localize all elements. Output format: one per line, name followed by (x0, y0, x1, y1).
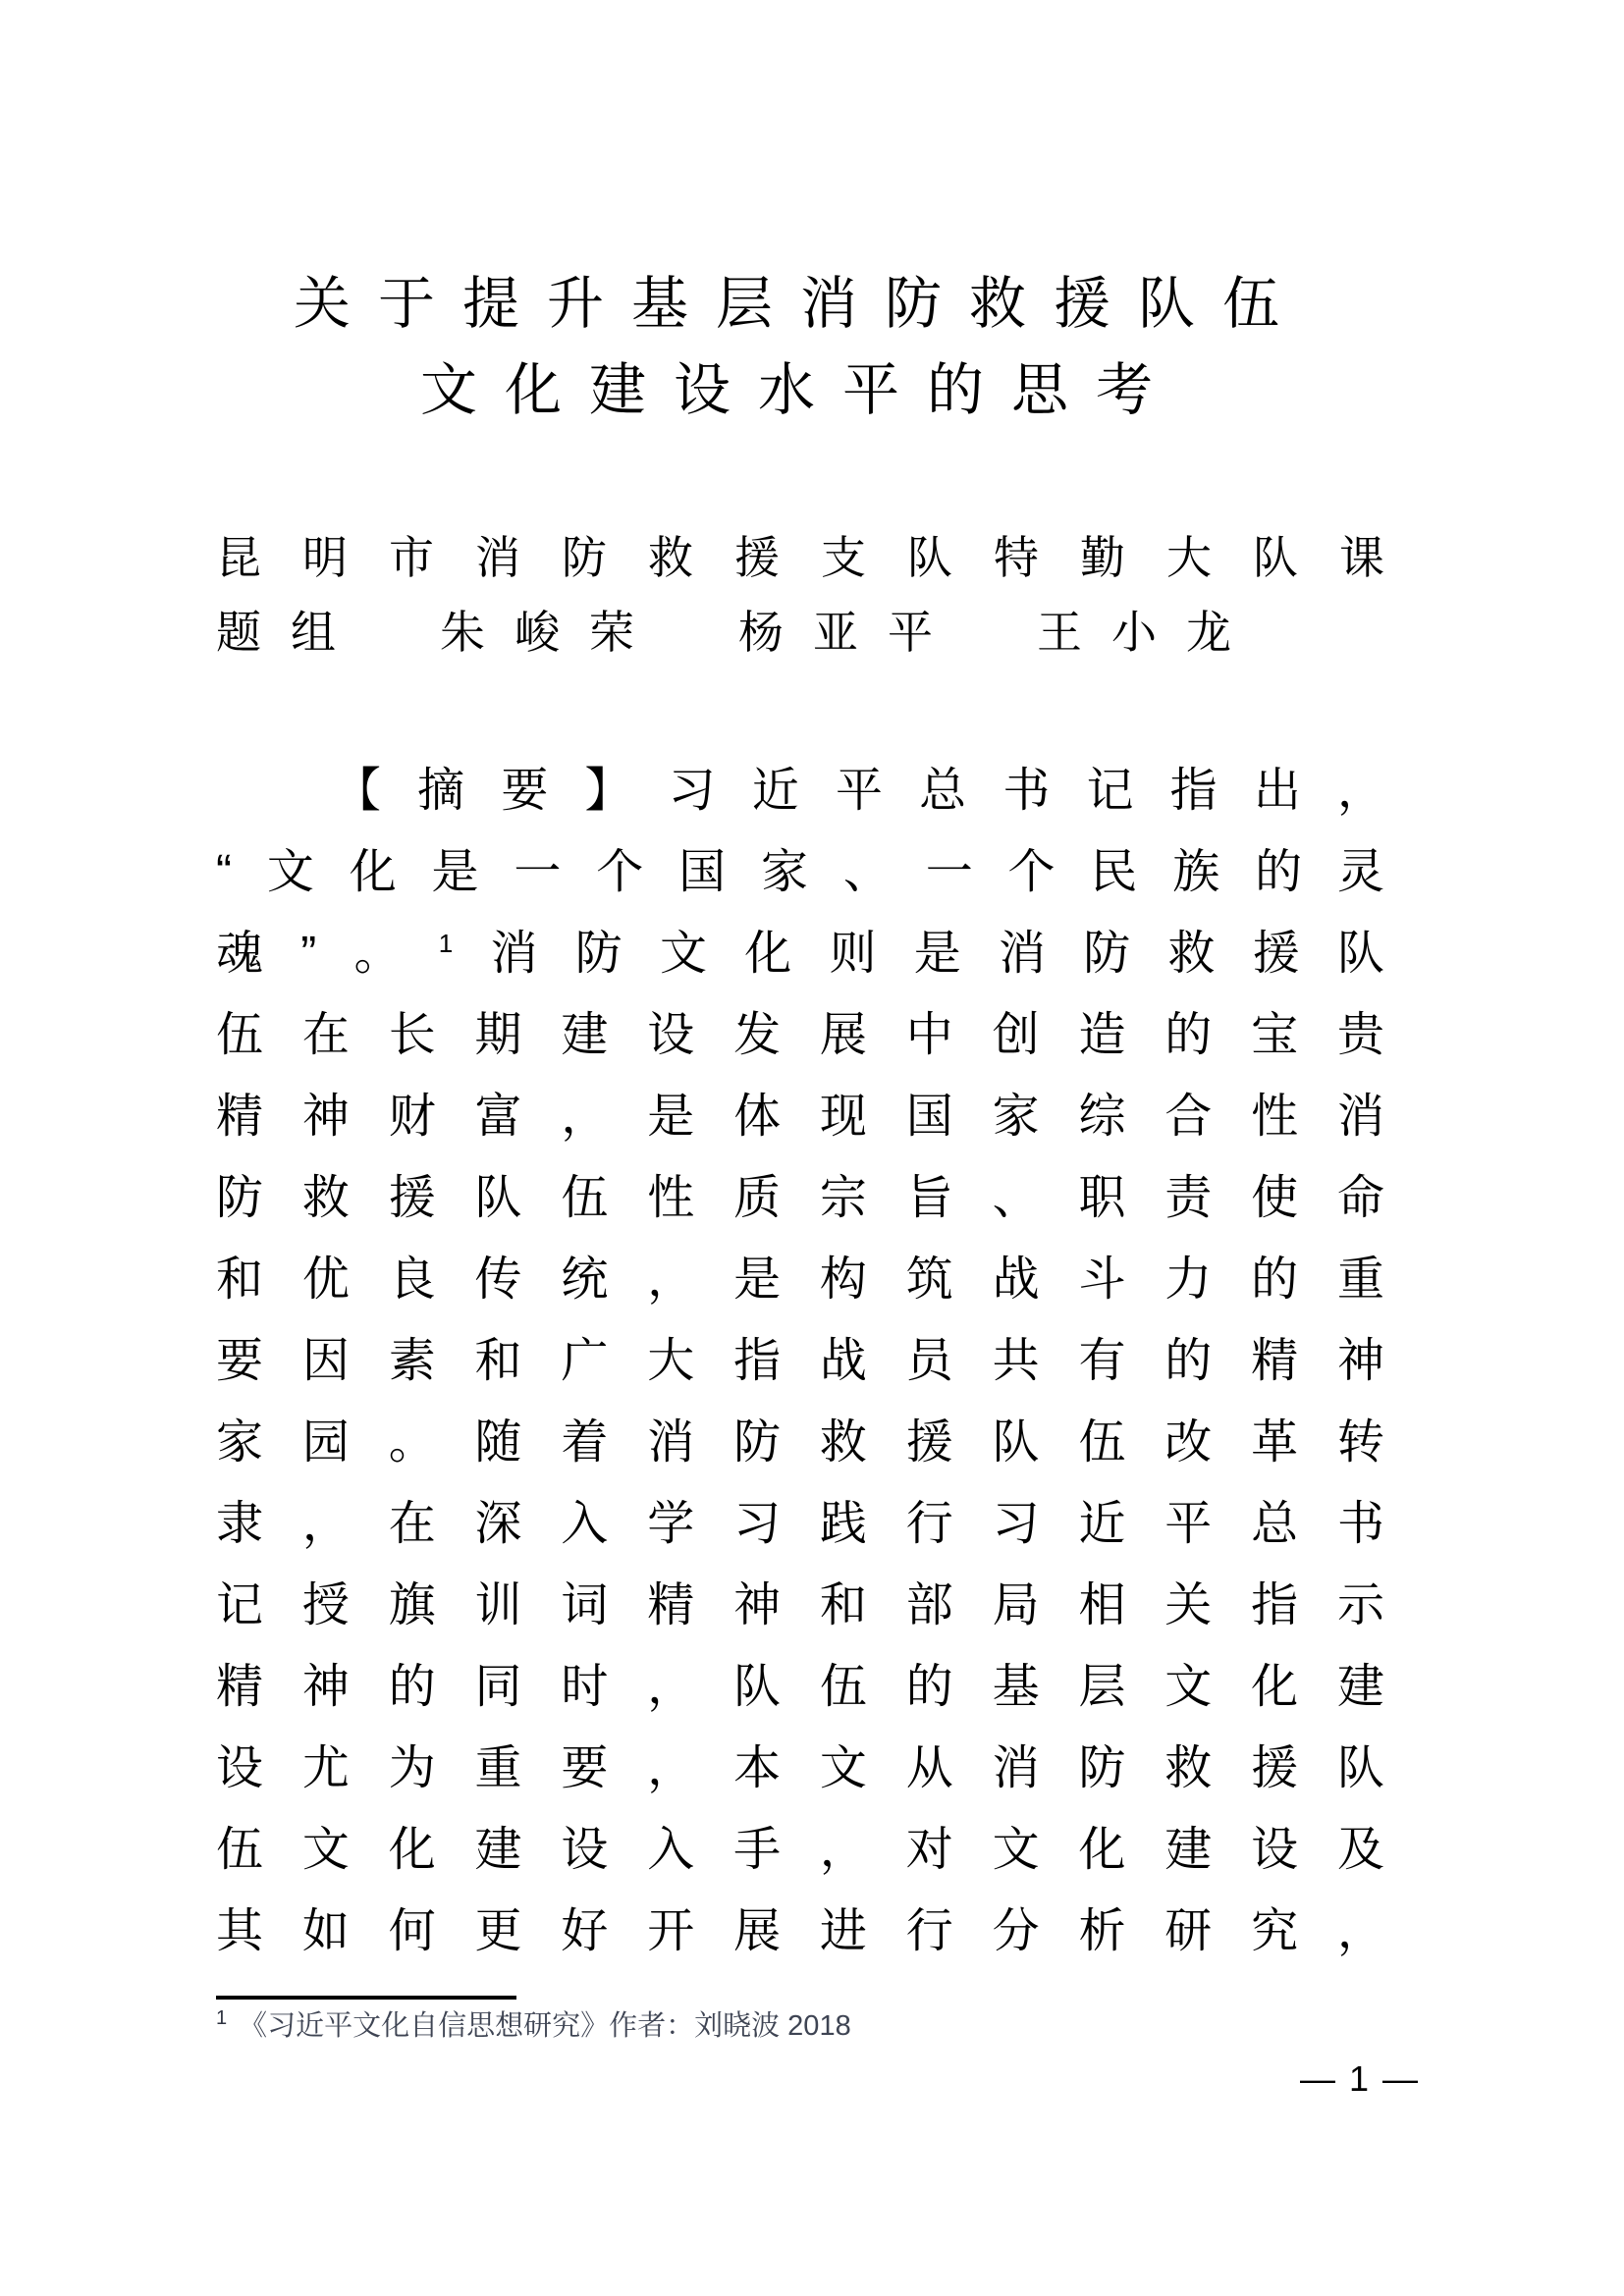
footnote-marker: 1 (216, 2007, 228, 2030)
abstract-line: 隶，在深入学习践行习近平总书 (216, 1498, 1384, 1550)
page-number: — 1 — (1299, 2058, 1421, 2099)
abstract-line: 和优良传统，是构筑战斗力的重 (216, 1254, 1384, 1306)
footnote-separator-rule (216, 1996, 516, 2000)
abstract-line: 伍文化建设入手，对文化建设及 (216, 1824, 1384, 1876)
footnote-text: 《习近平文化自信思想研究》作者：刘晓波 2018 (239, 2010, 851, 2042)
abstract-line: “文化是一个国家、一个民族的灵 (216, 846, 1384, 898)
title-line-1: 关于提升基层消防救援队伍 (293, 272, 1307, 336)
abstract-line: 记授旗训词精神和部局相关指示 (216, 1579, 1384, 1631)
authors-line-1: 昆明市消防救援支队特勤大队课 (216, 532, 1384, 583)
abstract-line: 家园。随着消防救援队伍改革转 (216, 1416, 1384, 1468)
abstract-line-text: 魂”。 (216, 928, 439, 980)
footnote-reference: 1 (438, 929, 454, 958)
abstract-line: 精神的同时，队伍的基层文化建 (216, 1661, 1384, 1713)
abstract-line: 其如何更好开展进行分析研究， (216, 1905, 1384, 1957)
abstract-line-text: 消防文化则是消防救援队 (453, 928, 1384, 980)
abstract-line: 伍在长期建设发展中创造的宝贵 (216, 1009, 1384, 1061)
abstract-line (216, 913, 1384, 994)
abstract-line: 防救援队伍性质宗旨、职责使命 (216, 1172, 1384, 1224)
title-line-2: 文化建设水平的思考 (419, 358, 1180, 422)
authors-line-2: 题组 朱峻荣 杨亚平 王小龙 (216, 607, 1261, 658)
document-title (216, 261, 1384, 434)
abstract-line: 要因素和广大指战员共有的精神 (216, 1335, 1384, 1387)
footnote (216, 2004, 1384, 2048)
abstract-paragraph (216, 750, 1384, 1972)
authors-block (216, 520, 1384, 669)
abstract-line: 【摘要】习近平总书记指出， (334, 765, 1384, 817)
abstract-line: 精神财富，是体现国家综合性消 (216, 1091, 1384, 1143)
abstract-line: 设尤为重要，本文从消防救援队 (216, 1742, 1384, 1794)
